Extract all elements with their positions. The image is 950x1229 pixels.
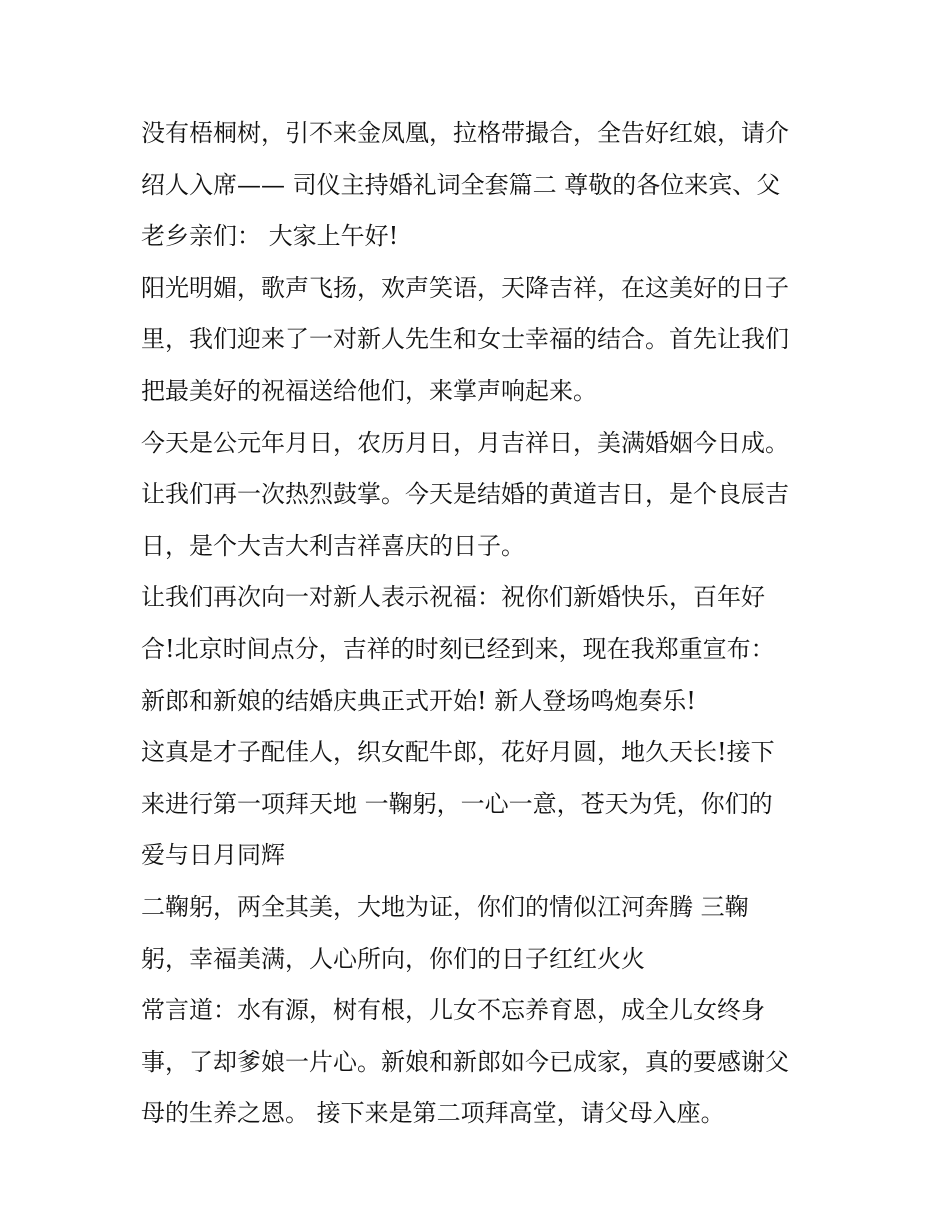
body-text: [141, 108, 821, 1140]
text-line: 二鞠躬，两全其美，大地为证，你们的情似江河奔腾 三鞠: [141, 892, 749, 921]
text-line: 母的生养之恩。 接下来是第二项拜高堂，请父母入座。: [141, 1099, 725, 1128]
text-line: 阳光明媚，歌声飞扬，欢声笑语，天降吉祥，在这美好的日子: [141, 273, 789, 302]
text-line: 没有梧桐树，引不来金凤凰，拉格带撮合，全告好红娘，请介: [141, 119, 789, 147]
text-line: 绍人入席—— 司仪主持婚礼词全套篇二 尊敬的各位来宾、父: [141, 170, 781, 199]
text-line: 把最美好的祝福送给他们，来掌声响起来。: [141, 376, 597, 405]
text-line: 躬，幸福美满，人心所向，你们的日子红红火火: [141, 944, 645, 973]
text-line: 让我们再次向一对新人表示祝福：祝你们新婚快乐，百年好: [141, 583, 765, 612]
text-line: 日，是个大吉大利吉祥喜庆的日子。: [141, 531, 525, 560]
text-line: 新郎和新娘的结婚庆典正式开始! 新人登场鸣炮奏乐!: [141, 686, 696, 715]
text-line: 事，了却爹娘一片心。新娘和新郎如今已成家，真的要感谢父: [141, 1047, 789, 1076]
text-line: 今天是公元年月日，农历月日，月吉祥日，美满婚姻今日成。: [141, 428, 789, 457]
text-line: 这真是才子配佳人，织女配牛郎，花好月圆，地久天长!接下: [141, 738, 775, 767]
text-line: 老乡亲们： 大家上午好!: [141, 222, 399, 251]
text-line: 常言道：水有源，树有根，儿女不忘养育恩，成全儿女终身: [141, 996, 765, 1025]
text-line: 来进行第一项拜天地 一鞠躬，一心一意，苍天为凭，你们的: [141, 789, 773, 818]
text-line: 爱与日月同辉: [141, 841, 285, 870]
text-line: 让我们再一次热烈鼓掌。今天是结婚的黄道吉日，是个良辰吉: [141, 480, 789, 509]
text-line: 合!北京时间点分，吉祥的时刻已经到来，现在我郑重宣布：: [141, 634, 775, 663]
text-line: 里，我们迎来了一对新人先生和女士幸福的结合。首先让我们: [141, 325, 789, 354]
